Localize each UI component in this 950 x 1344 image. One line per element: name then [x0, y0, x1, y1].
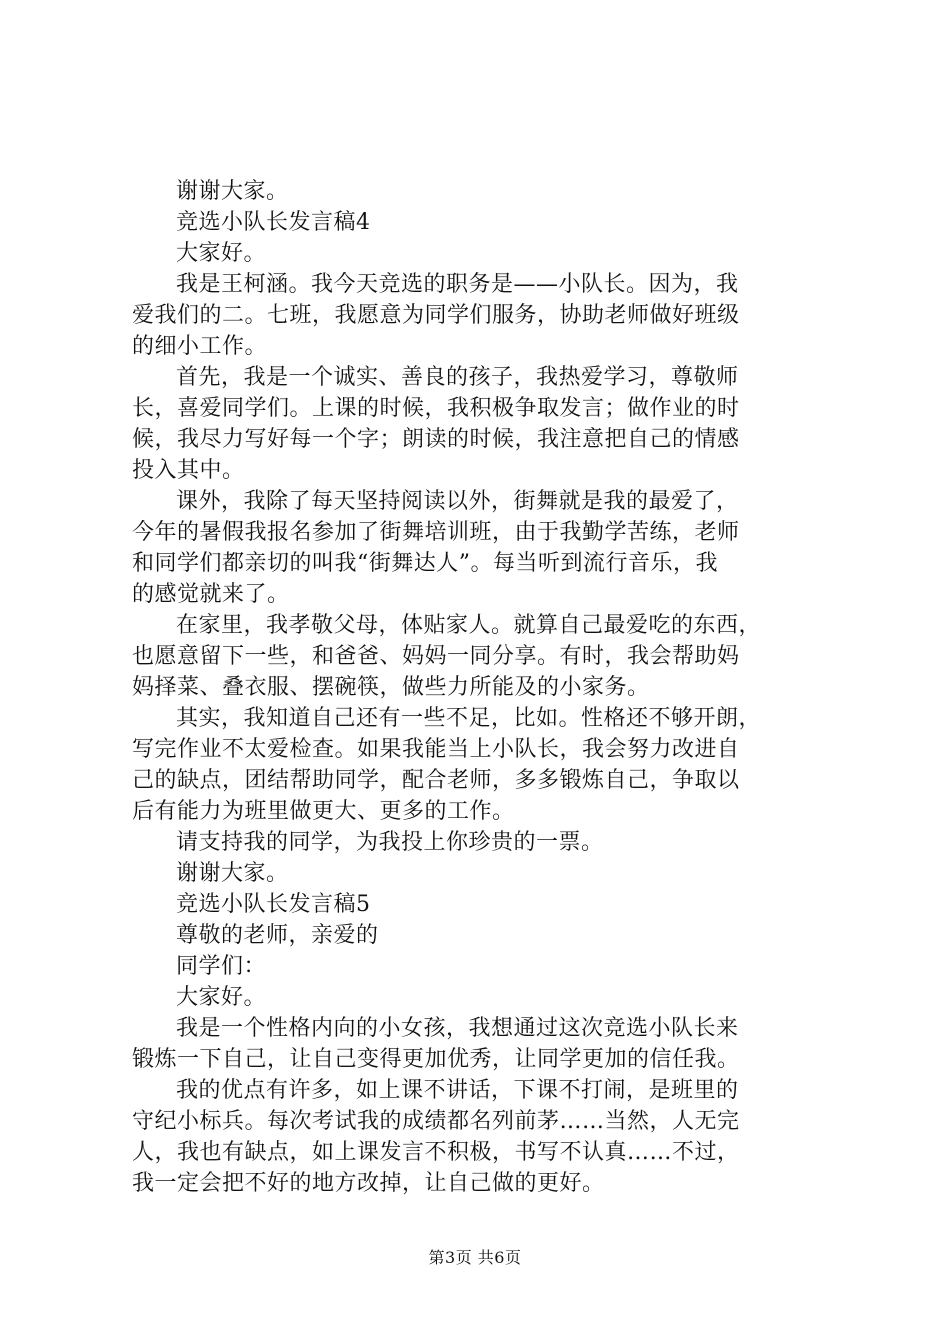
text-line: 候，我尽力写好每一个字；朗读的时候，我注意把自己的情感: [132, 427, 740, 452]
text-line: 己的缺点，团结帮助同学，配合老师，多多锻炼自己，争取以: [132, 768, 740, 793]
text-line: 人，我也有缺点，如上课发言不积极，书写不认真……不过，: [132, 1140, 740, 1165]
text-line: 长，喜爱同学们。上课的时候，我积极争取发言；做作业的时: [132, 396, 740, 421]
text-line: 我是王柯涵。我今天竞选的职务是——小队长。因为，我: [176, 272, 739, 297]
text-line: 竞选小队长发言稿5: [176, 892, 371, 917]
text-line: 在家里，我孝敬父母，体贴家人。就算自己最爱吃的东西，: [176, 613, 762, 638]
text-line: 投入其中。: [132, 458, 245, 483]
text-line: 我的优点有许多，如上课不讲话，下课不打闹，是班里的: [176, 1078, 739, 1103]
text-line: 我一定会把不好的地方改掉，让自己做的更好。: [132, 1171, 605, 1196]
text-line: 谢谢大家。: [176, 179, 289, 204]
text-line: 其实，我知道自己还有一些不足，比如。性格还不够开朗，: [176, 706, 762, 731]
text-line: 爱我们的二。七班，我愿意为同学们服务，协助老师做好班级: [132, 303, 740, 328]
text-line: 同学们：: [176, 954, 267, 979]
text-line: 守纪小标兵。每次考试我的成绩都名列前茅……当然，人无完: [132, 1109, 740, 1134]
text-line: 的细小工作。: [132, 334, 268, 359]
text-line: 大家好。: [176, 985, 267, 1010]
text-line: 的感觉就来了。: [132, 582, 290, 607]
text-line: 我是一个性格内向的小女孩，我想通过这次竞选小队长来: [176, 1016, 739, 1041]
text-line: 尊敬的老师，亲爱的: [176, 923, 379, 948]
text-line: 谢谢大家。: [176, 861, 289, 886]
document-body: [132, 176, 832, 1199]
text-line: 也愿意留下一些，和爸爸、妈妈一同分享。有时，我会帮助妈: [132, 644, 740, 669]
text-line: 大家好。: [176, 241, 267, 266]
text-line: 竞选小队长发言稿4: [176, 210, 371, 235]
text-line: 请支持我的同学，为我投上你珍贵的一票。: [176, 830, 604, 855]
text-line: 首先，我是一个诚实、善良的孩子，我热爱学习，尊敬师: [176, 365, 739, 390]
text-line: 锻炼一下自己，让自己变得更加优秀，让同学更加的信任我。: [132, 1047, 740, 1072]
text-line: 和同学们都亲切的叫我“街舞达人”。每当听到流行音乐，我: [132, 551, 718, 576]
text-line: 课外，我除了每天坚持阅读以外，街舞就是我的最爱了，: [176, 489, 739, 514]
page-footer: 第3页 共6页: [428, 1248, 522, 1267]
text-line: 后有能力为班里做更大、更多的工作。: [132, 799, 515, 824]
text-line: 写完作业不太爱检查。如果我能当上小队长，我会努力改进自: [132, 737, 740, 762]
text-line: 妈择菜、叠衣服、摆碗筷，做些力所能及的小家务。: [132, 675, 650, 700]
text-line: 今年的暑假我报名参加了街舞培训班，由于我勤学苦练，老师: [132, 520, 740, 545]
